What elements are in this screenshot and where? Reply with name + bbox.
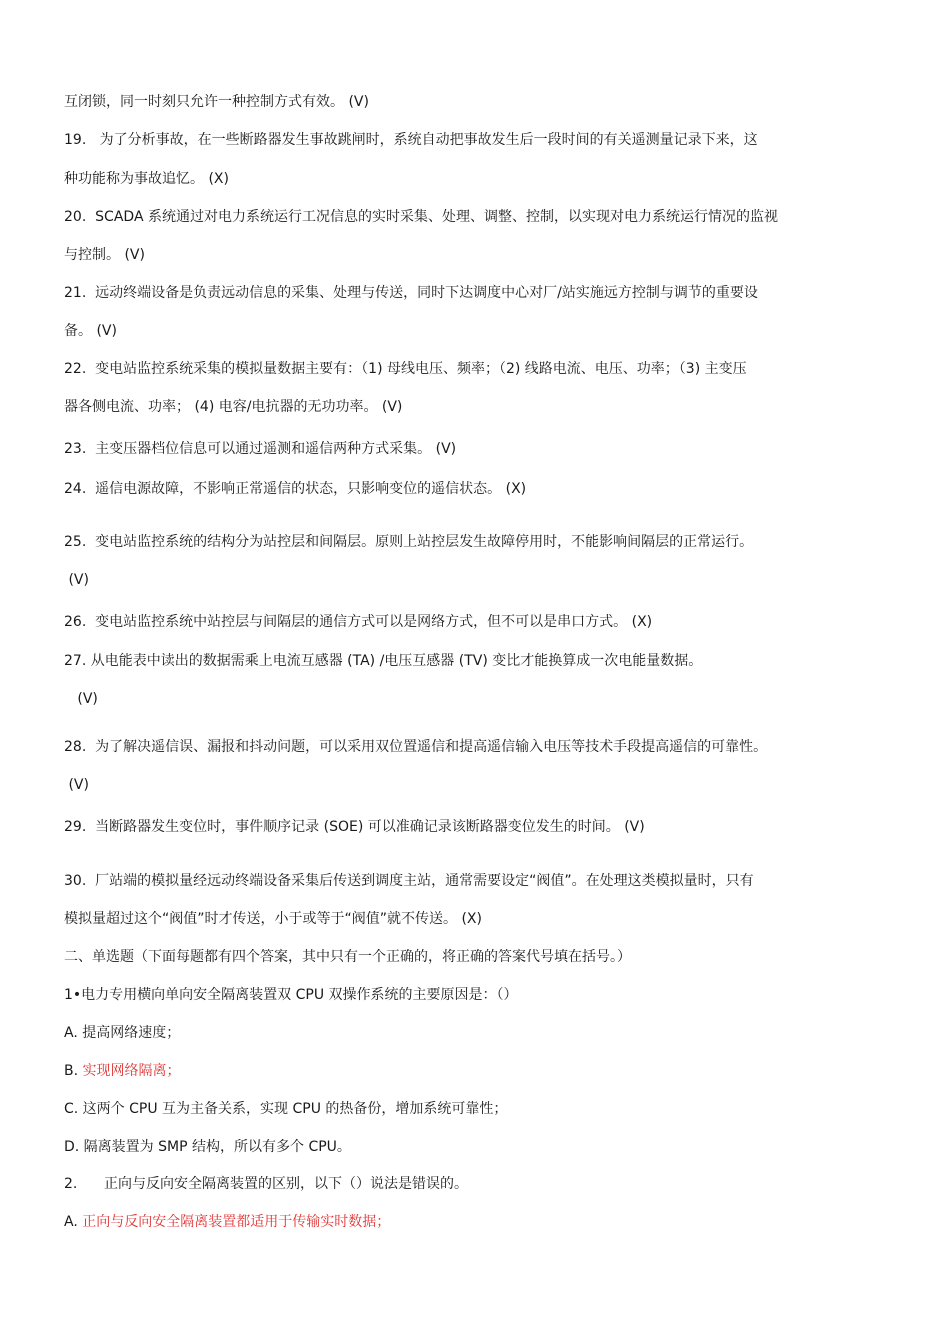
- text-line: 22. 变电站监控系统采集的模拟量数据主要有：（1) 母线电压、频率；（2) 线路电流、电压、功率；（3) 主变压: [64, 361, 747, 377]
- text-line: 互闭锁，同一时刻只允许一种控制方式有效。 (V): [64, 94, 369, 110]
- answer-option: A. 提高网络速度；: [64, 1025, 181, 1041]
- text-line: 种功能称为事故追忆。 (X): [64, 171, 229, 187]
- answer-option-correct: [64, 1212, 390, 1232]
- text-line: 26. 变电站监控系统中站控层与间隔层的通信方式可以是网络方式，但不可以是串口方式。 (X): [64, 614, 653, 630]
- answer-option: C. 这两个 CPU 互为主备关系，实现 CPU 的热备份，增加系统可靠性；: [64, 1101, 508, 1117]
- question-1: 1•电力专用横向单向安全隔离装置双 CPU 双操作系统的主要原因是：（）: [64, 987, 518, 1003]
- text-line: 20. SCADA 系统通过对电力系统运行工况信息的实时采集、处理、调整、控制，以实现对电力系统运行情况的监视: [64, 209, 778, 225]
- text-line: 23. 主变压器档位信息可以通过遥测和遥信两种方式采集。 (V): [64, 441, 457, 457]
- text-line: 29. 当断路器发生变位时，事件顺序记录 (SOE) 可以准确记录该断路器变位发生的时间。 (V): [64, 819, 645, 835]
- text-line: 模拟量超过这个“阀值”时才传送，小于或等于“阀值”就不传送。 (X): [64, 911, 482, 927]
- section-heading: 二、单选题（下面每题都有四个答案，其中只有一个正确的，将正确的答案代号填在括号。）: [64, 949, 631, 965]
- text-line: 器各侧电流、功率； (4) 电容/电抗器的无功功率。 (V): [64, 399, 403, 415]
- text-line: 27. 从电能表中读出的数据需乘上电流互感器 (TA) /电压互感器 (TV) 变比才能换算成一次电能量数据。: [64, 653, 703, 669]
- correct-answer-text: 实现网络隔离；: [82, 1063, 181, 1079]
- answer-option: D. 隔离装置为 SMP 结构，所以有多个 CPU。: [64, 1139, 351, 1155]
- text-line: 24. 遥信电源故障，不影响正常遥信的状态，只影响变位的遥信状态。 (X): [64, 481, 527, 497]
- option-prefix: A.: [64, 1214, 83, 1230]
- text-line: 25. 变电站监控系统的结构分为站控层和间隔层。原则上站控层发生故障停用时，不能影响间隔层的正常运行。: [64, 534, 754, 550]
- text-line: 28. 为了解决遥信误、漏报和抖动问题，可以采用双位置遥信和提高遥信输入电压等技术手段提高遥信的可靠性。: [64, 739, 768, 755]
- text-line: 30. 厂站端的模拟量经远动终端设备采集后传送到调度主站，通常需要设定“阀值”。在处理这类模拟量时，只有: [64, 873, 754, 889]
- text-line: (V): [64, 691, 98, 707]
- option-prefix: B.: [64, 1063, 83, 1079]
- text-line: (V): [64, 777, 89, 793]
- text-line: 备。 (V): [64, 323, 117, 339]
- text-line: 19. 为了分析事故，在一些断路器发生事故跳闸时，系统自动把事故发生后一段时间的有关遥测量记录下来，这: [64, 132, 758, 148]
- text-line: 与控制。 (V): [64, 247, 145, 263]
- correct-answer-text: 正向与反向安全隔离装置都适用于传输实时数据；: [82, 1214, 391, 1230]
- text-line: (V): [64, 572, 89, 588]
- answer-option-correct: [64, 1061, 181, 1081]
- question-2: 2. 正向与反向安全隔离装置的区别，以下（）说法是错误的。: [64, 1176, 469, 1192]
- text-line: 21. 远动终端设备是负责远动信息的采集、处理与传送，同时下达调度中心对厂/站实施远方控制与调节的重要设: [64, 285, 758, 301]
